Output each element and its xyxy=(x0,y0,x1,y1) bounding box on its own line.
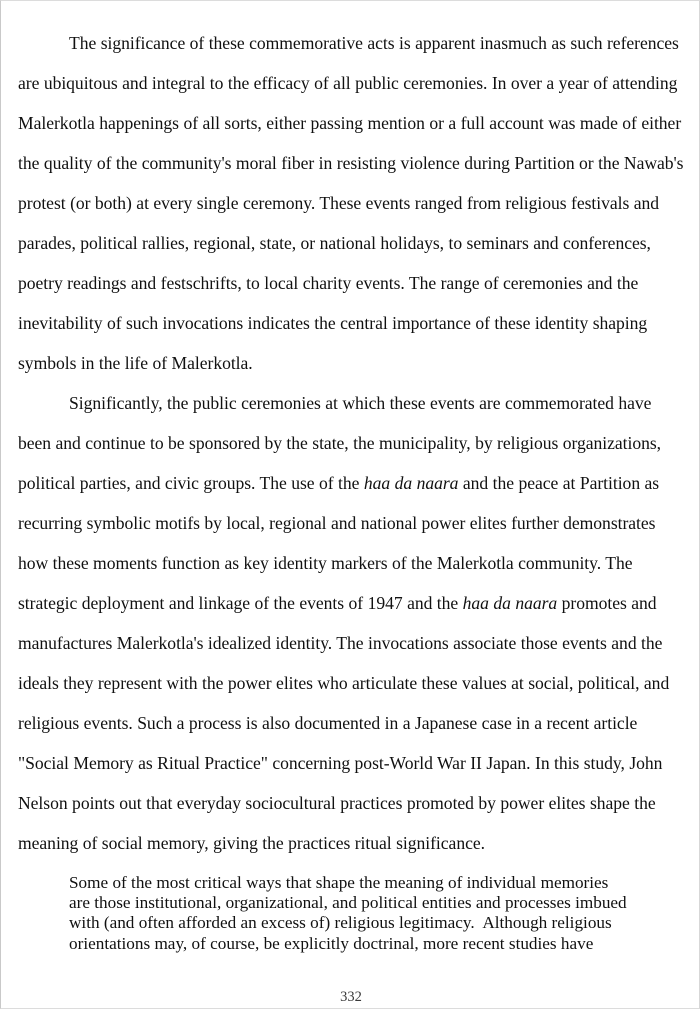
italic-term: haa da naara xyxy=(462,593,558,613)
body-paragraph-1: The significance of these commemorative acts is apparent inasmuch as such references are ubiquitous and integral to the efficacy of all public ceremonies. In over a year of attending Malerkotla happenings of all sorts, either passing mention or a full account was made of either the quality of the community's moral fiber in resisting violence during Partition or the Nawab's protest (or both) at every single ceremony. These events ranged from religious festivals and parades, political rallies, regional, state, or national holidays, to seminars and conferences, poetry readings and festschrifts, to local charity events. The range of ceremonies and the inevitability of such invocations indicates the central importance of these identity shaping symbols in the life of Malerkotla. xyxy=(18,33,684,373)
quote-line: orientations may, of course, be explicitly doctrinal, more recent studies have xyxy=(69,933,594,953)
body-paragraph-2: Significantly, the public ceremonies at which these events are commemorated have been and continue to be sponsored by the state, the municipality, by religious organizations, political parties, and civic groups. The use of the haa da naara and the peace at Partition as recurring symbolic motifs by local, regional and national power elites further demonstrates how these moments function as key identity markers of the Malerkotla community. The strategic deployment and linkage of the events of 1947 and the haa da naara promotes and manufactures Malerkotla's idealized identity. The invocations associate those events and the ideals they represent with the power elites who articulate these values at social, political, and religious events. Such a process is also documented in a Japanese case in a recent article "Social Memory as Ritual Practice" concerning post-World War II Japan. In this study, John Nelson points out that everyday sociocultural practices promoted by power elites shape the meaning of social memory, giving the practices ritual significance. xyxy=(18,393,670,853)
italic-term: haa da naara xyxy=(363,473,459,493)
quote-line: are those institutional, organizational, and political entities and processes imbued xyxy=(69,893,627,913)
quote-line: with (and often afforded an excess of) religious legitimacy. Although religious xyxy=(69,913,612,933)
block-quotation xyxy=(69,873,644,954)
quote-line: Some of the most critical ways that shape the meaning of individual memories xyxy=(69,873,609,892)
page-body-text xyxy=(18,23,684,954)
page-number: 332 xyxy=(340,989,362,1005)
